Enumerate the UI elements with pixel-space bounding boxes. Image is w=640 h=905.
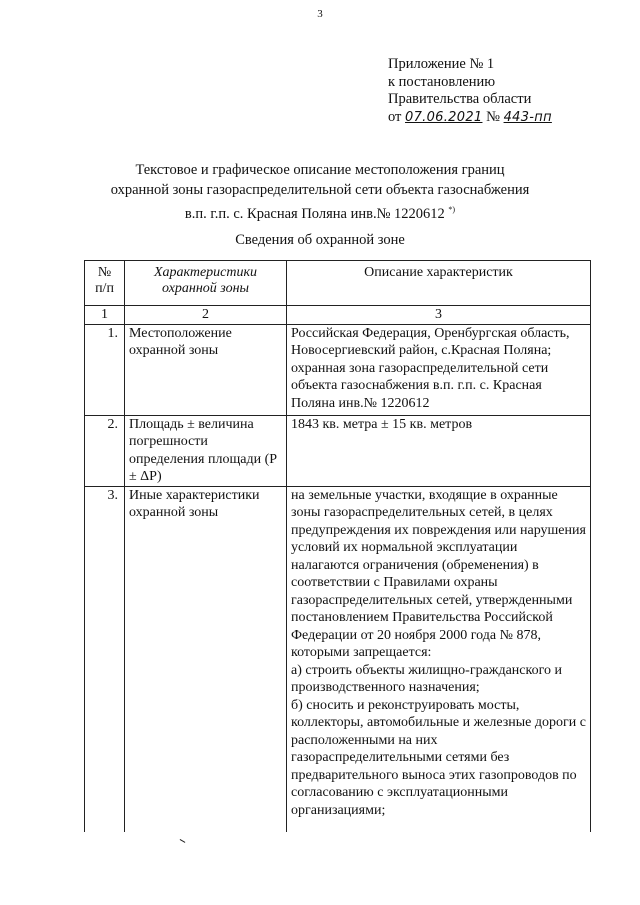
row-description: на земельные участки, входящие в охранные зоны газораспределительных сетей, в целях предупреждения их повреждения или нарушения условий их нормальной эксплуатации налагаются ограничения (обременения) в соответствии с Правилами охраны газораспределительных сетей, утвержденными постановлением Правительства Российской Федерации от 20 ноября 2000 года № 878, которыми запрещается: а) строить объекты жилищно-гражданского и производственного назначения; б) сносить и реконструировать мосты, коллекторы, автомобильные и железные дороги с расположенными на них газораспределительными сетями без предварительного выноса этих газопроводов по согласованию с эксплуатационными организациями; (287, 486, 591, 832)
appendix-date-line (388, 109, 552, 127)
row-description: 1843 кв. метра ± 15 кв. метров (287, 415, 591, 486)
row-description: Российская Федерация, Оренбургская область, Новосергиевский район, с.Красная Поляна; охранная зона газораспределительной сети объекта газоснабжения в.п. г.п. с. Красная Поляна инв.№ 1220612 (287, 324, 591, 415)
zone-info-table (84, 260, 591, 832)
index-cell-3: 3 (287, 306, 591, 325)
handwritten-number: 443-пп (503, 109, 552, 125)
page-number: 3 (317, 8, 323, 20)
row-number: 3. (85, 486, 125, 832)
row-characteristic: Площадь ± величина погрешности определения площади (P ± ΔP) (125, 415, 287, 486)
table-row (85, 324, 591, 415)
index-cell-1: 1 (85, 306, 125, 325)
title-line-3 (40, 200, 600, 224)
title-line-3-text: в.п. г.п. с. Красная Поляна инв.№ 1220612 (184, 205, 445, 222)
handwritten-date: 07.06.2021 (405, 109, 483, 125)
title-line-2: охранной зоны газораспределительной сети объекта газоснабжения (110, 182, 530, 198)
date-prefix: от (388, 108, 402, 125)
scan-mark (177, 839, 186, 848)
index-cell-2: 2 (125, 306, 287, 325)
appendix-line-2: к постановлению (388, 73, 496, 90)
number-prefix: № (486, 108, 500, 125)
table-row (85, 415, 591, 486)
header-col-number: № п/п (85, 261, 125, 306)
title-line-1: Текстовое и графическое описание местоположения границ (135, 162, 505, 178)
appendix-line-1: Приложение № 1 (388, 56, 495, 72)
row-characteristic: Иные характеристики охранной зоны (125, 486, 287, 832)
section-subtitle: Сведения об охранной зоне (235, 232, 405, 248)
row-number: 2. (85, 415, 125, 486)
title-footnote-mark: *) (448, 205, 456, 214)
row-characteristic: Местоположение охранной зоны (125, 324, 287, 415)
appendix-block (388, 56, 552, 126)
header-col-characteristics: Характеристики охранной зоны (125, 261, 287, 306)
appendix-line-3: Правительства области (388, 91, 532, 107)
table-header-row (85, 261, 591, 306)
row-number: 1. (85, 324, 125, 415)
table-row (85, 486, 591, 832)
document-title (40, 160, 600, 224)
header-col-description: Описание характеристик (287, 261, 591, 306)
table-index-row (85, 306, 591, 325)
